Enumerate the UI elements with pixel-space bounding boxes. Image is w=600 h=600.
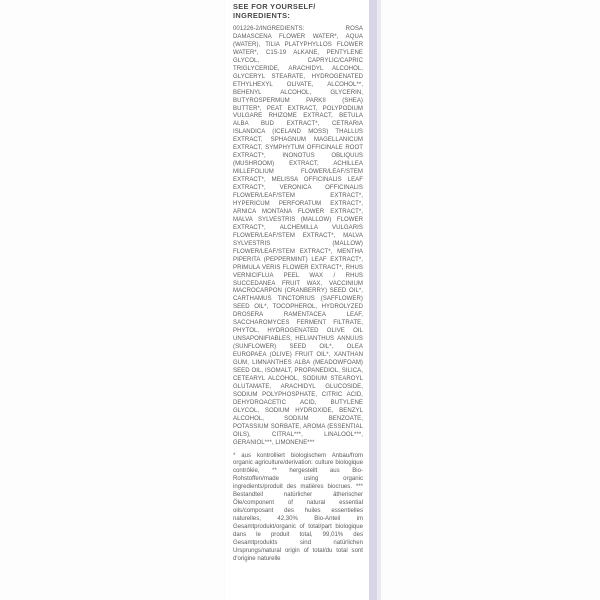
ingredients-heading [233,2,363,20]
ingredients-list: 001226-2/INGREDIENTS: ROSA DAMASCENA FLOWER WATER*, AQUA (WATER), TILIA PLATYPHYLLOS FLOWER WATER*, C15-19 ALKANE, PENTYLENE GLYCOL, CAPRYLIC/CAPRIC TRIGLYCERIDE, ARACHIDYL ALCOHOL, GLYCERYL STEARATE, HYDROGENATED ETHYLHEXYL OLIVATE, ALCOHOL**, BEHENYL ALCOHOL, GLYCERIN, BUTYROSPERMUM PARKII (SHEA) BUTTER*, PEAT EXTRACT, POLYPODIUM VULGARE RHIZOME EXTRACT, BETULA ALBA BUD EXTRACT*, CETRARIA ISLANDICA (ICELAND MOSS) THALLUS EXTRACT, SPHAGNUM MAGELLANICUM EXTRACT, SYMPHYTUM OFFICINALE ROOT EXTRACT*, INONOTUS OBLIQUUS (MUSHROOM) EXTRACT, ACHILLEA MILLEFOLIUM FLOWER/LEAF/STEM EXTRACT*, MELISSA OFFICINALIS LEAF EXTRACT*, VERONICA OFFICINALIS FLOWER/LEAF/STEM EXTRACT*, HYPERICUM PERFORATUM EXTRACT*, ARNICA MONTANA FLOWER EXTRACT*, MALVA SYLVESTRIS (MALLOW) FLOWER EXTRACT*, ALCHEMILLA VULGARIS FLOWER/LEAF/STEM EXTRACT*, MALVA SYLVESTRIS (MALLOW) FLOWER/LEAF/STEM EXTRACT*, MENTHA PIPERITA (PEPPERMINT) LEAF EXTRACT*, PRIMULA VERIS FLOWER EXTRACT*, RHUS VERNICIFLUA PEEL WAX / RHUS SUCCEDANEA FRUIT WAX, VACCINIUM MACROCARPON (CRANBERRY) SEED OIL*, CARTHAMUS TINCTORIUS (SAFFLOWER) SEED OIL*, TOCOPHEROL, HYDROLYZED DROSERA RAMENTACEA LEAF, SACCHAROMYCES FERMENT FILTRATE, PHYTOL, HYDROGENATED OLIVE OIL UNSAPONIFIABLES, HELIANTHUS ANNUUS (SUNFLOWER) SEED OIL*, OLEA EUROPAEA (OLIVE) FRUIT OIL*, XANTHAN GUM, LIMNANTHES ALBA (MEADOWFOAM) SEED OIL, ISOMALT, PROPANEDIOL, SILICA, CETEARYL ALCOHOL, SODIUM STEAROYL GLUTAMATE, ARACHIDYL GLUCOSIDE, SODIUM POLYPHOSPHATE, CITRIC ACID, DEHYDROACETIC ACID, BUTYLENE GLYCOL, SODIUM HYDROXIDE, BENZYL ALCOHOL, SODIUM BENZOATE, POTASSIUM SORBATE, AROMA (ESSENTIAL OILS), CITRAL***, LINALOOL***, GERANIOL***, LIMONENE*** [233,26,363,446]
ingredients-footnote: * aus kontrolliert biologischem Anbau/from organic agriculture/derivation: culture biologique contrôlée, ** hergestellt aus Bio-Rohstoffen/made using organic ingredients/produit des matières biocrues. *** Bestandteil natürlicher ätherischer Öle/component of natural essential oils/composant des huiles essentielles naturelles, 42,30% Bio-Anteil im Gesamtprodukt/organic of total/part biologique dans le produit total, 99,01% des Gesamtprodukts sind natürlichen Ursprungs/natural origin of total/du total sont d'origine naturelle [233,452,363,562]
package-accent-stripe [369,0,377,600]
heading-line-1: SEE FOR YOURSELF/ [233,2,316,11]
ingredients-label [233,2,363,564]
package-edge [377,0,381,600]
heading-line-2: INGREDIENTS: [233,11,291,20]
